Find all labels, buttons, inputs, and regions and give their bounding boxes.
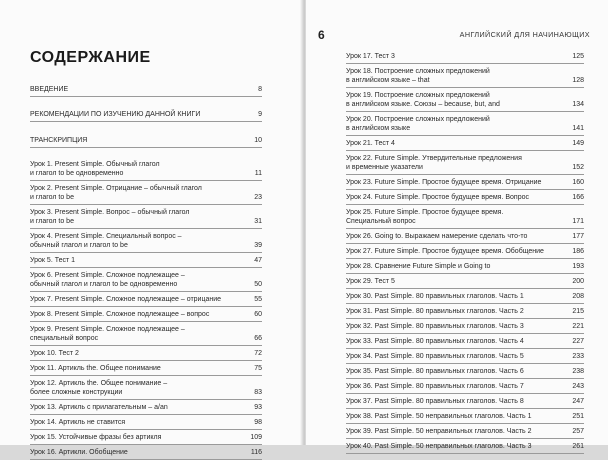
toc-entry-page: 50 (254, 281, 262, 288)
toc-entry-page: 208 (572, 293, 584, 300)
toc-entry-title (346, 427, 572, 436)
toc-entry-title (346, 178, 572, 187)
toc-entry-page: 72 (254, 350, 262, 357)
toc-entry-page: 66 (254, 335, 262, 342)
toc-entry (346, 139, 584, 151)
toc-entry-page: 251 (572, 413, 584, 420)
toc-entry (30, 136, 262, 148)
toc-entry-title (346, 52, 572, 61)
toc-entry-line: Урок 21. Тест 4 (346, 140, 395, 147)
toc-entry-title (346, 292, 572, 301)
toc-entry-page: 11 (254, 170, 262, 177)
toc-entry-page: 134 (572, 101, 584, 108)
toc-entry-line: Урок 26. Going to. Выражаем намерение сделать что-то (346, 233, 528, 240)
toc-entry (346, 322, 584, 334)
toc-entry (30, 295, 262, 307)
toc-entry (346, 232, 584, 244)
toc-entry-title (346, 91, 572, 109)
toc-entry (346, 352, 584, 364)
toc-entry-title (30, 271, 254, 289)
toc-entry-page: 193 (572, 263, 584, 270)
toc-entry-line: более сложные конструкции (30, 389, 123, 396)
toc-entry-title (346, 367, 572, 376)
toc-entry-line: Урок 23. Future Simple. Простое будущее время. Отрицание (346, 179, 542, 186)
toc-entry-line: Урок 20. Построение сложных предложений (346, 116, 490, 123)
toc-entry-page: 227 (572, 338, 584, 345)
toc-entry-page: 215 (572, 308, 584, 315)
toc-entry-title (346, 67, 572, 85)
toc-list-right (346, 52, 584, 454)
toc-entry-line: Урок 16. Артикли. Обобщение (30, 449, 128, 456)
toc-entry-title (346, 352, 572, 361)
toc-entry-title (30, 295, 254, 304)
toc-entry-title (30, 256, 254, 265)
toc-entry-title (30, 325, 254, 343)
toc-entry (346, 292, 584, 304)
toc-entry-line: Урок 40. Past Simple. 50 неправильных глаголов. Часть 3 (346, 443, 532, 450)
toc-entry (346, 67, 584, 88)
toc-entry (30, 349, 262, 361)
toc-entry-page: 128 (572, 77, 584, 84)
toc-entry (30, 256, 262, 268)
toc-entry-page: 233 (572, 353, 584, 360)
toc-entry-line: и глагол to be (30, 194, 74, 201)
toc-entry (346, 247, 584, 259)
toc-entry-line: Урок 10. Тест 2 (30, 350, 79, 357)
toc-entry-line: Урок 1. Present Simple. Обычный глагол (30, 161, 160, 168)
toc-entry (346, 154, 584, 175)
toc-entry-line: в английском языке. Союзы – because, but, and (346, 101, 500, 108)
toc-entry-title (30, 349, 254, 358)
toc-entry-line: РЕКОМЕНДАЦИИ ПО ИЗУЧЕНИЮ ДАННОЙ КНИГИ (30, 111, 201, 118)
toc-entry-line: Урок 4. Present Simple. Специальный вопрос – (30, 233, 182, 240)
toc-entry-line: Урок 3. Present Simple. Вопрос – обычный глагол (30, 209, 190, 216)
toc-entry-line: Урок 31. Past Simple. 80 правильных глаголов. Часть 2 (346, 308, 524, 315)
toc-entry-page: 200 (572, 278, 584, 285)
toc-entry (346, 382, 584, 394)
toc-entry-title (346, 412, 572, 421)
running-head: АНГЛИЙСКИЙ ДЛЯ НАЧИНАЮЩИХ (459, 30, 590, 39)
toc-entry-line: Урок 24. Future Simple. Простое будущее время. Вопрос (346, 194, 529, 201)
toc-entry-line: ТРАНСКРИПЦИЯ (30, 137, 88, 144)
toc-entry-line: специальный вопрос (30, 335, 99, 342)
toc-entry-line: Урок 6. Present Simple. Сложное подлежащее – (30, 272, 185, 279)
toc-entry-title (30, 110, 258, 119)
toc-entry-line: Урок 30. Past Simple. 80 правильных глаголов. Часть 1 (346, 293, 524, 300)
toc-entry-line: Урок 17. Тест 3 (346, 53, 395, 60)
toc-entry-title (346, 397, 572, 406)
toc-entry-page: 98 (254, 419, 262, 426)
toc-entry (30, 110, 262, 122)
toc-entry (346, 397, 584, 409)
toc-entry-line: Урок 2. Present Simple. Отрицание – обычный глагол (30, 185, 202, 192)
toc-entry-page: 23 (254, 194, 262, 201)
toc-entry-title (346, 307, 572, 316)
toc-entry-page: 10 (254, 137, 262, 144)
toc-entry-line: обычный глагол и глагол to be (30, 242, 128, 249)
toc-entry (346, 427, 584, 439)
toc-entry-page: 171 (572, 218, 584, 225)
toc-entry-line: Урок 8. Present Simple. Сложное подлежащее – вопрос (30, 311, 210, 318)
toc-entry (346, 442, 584, 454)
toc-entry (30, 379, 262, 400)
toc-entry-line: Урок 33. Past Simple. 80 правильных глаголов. Часть 4 (346, 338, 524, 345)
toc-entry (30, 325, 262, 346)
toc-entry-title (346, 337, 572, 346)
toc-entry-title (346, 154, 572, 172)
toc-entry-page: 238 (572, 368, 584, 375)
toc-entry-line: Урок 22. Future Simple. Утвердительные предложения (346, 155, 522, 162)
toc-entry-page: 141 (572, 125, 584, 132)
toc-entry (346, 337, 584, 349)
toc-entry-line: Урок 29. Тест 5 (346, 278, 395, 285)
left-page (0, 0, 302, 456)
toc-entry-title (30, 160, 255, 178)
toc-entry-title (30, 232, 254, 250)
toc-entry-line: Урок 7. Present Simple. Сложное подлежащее – отрицание (30, 296, 222, 303)
toc-entry-title (346, 322, 572, 331)
toc-entry-page: 39 (254, 242, 262, 249)
toc-entry (30, 232, 262, 253)
toc-entry-title (346, 115, 572, 133)
toc-entry-line: Урок 27. Future Simple. Простое будущее время. Обобщение (346, 248, 544, 255)
toc-list-left (30, 85, 262, 460)
toc-entry-page: 152 (572, 164, 584, 171)
toc-entry-line: Урок 37. Past Simple. 80 правильных глаголов. Часть 8 (346, 398, 524, 405)
toc-entry (346, 208, 584, 229)
toc-entry-page: 160 (572, 179, 584, 186)
toc-entry-page: 166 (572, 194, 584, 201)
toc-entry (30, 448, 262, 460)
toc-entry-line: и глагол to be одновременно (30, 170, 124, 177)
toc-entry (346, 307, 584, 319)
toc-entry-line: Урок 36. Past Simple. 80 правильных глаголов. Часть 7 (346, 383, 524, 390)
toc-entry-line: Урок 5. Тест 1 (30, 257, 76, 264)
toc-entry-line: Специальный вопрос (346, 218, 416, 225)
toc-entry (346, 367, 584, 379)
toc-entry-page: 186 (572, 248, 584, 255)
toc-entry-title (30, 310, 254, 319)
toc-entry-page: 75 (254, 365, 262, 372)
page-number: 6 (318, 28, 325, 42)
toc-entry-title (30, 208, 254, 226)
toc-entry-line: в английском языке – that (346, 77, 430, 84)
toc-entry (346, 277, 584, 289)
toc-entry (30, 160, 262, 181)
toc-entry-page: 8 (258, 86, 262, 93)
toc-entry-line: Урок 15. Устойчивые фразы без артикля (30, 434, 162, 441)
toc-entry (346, 412, 584, 424)
toc-entry-title (30, 433, 250, 442)
toc-entry-title (30, 379, 254, 397)
toc-entry-title (346, 247, 572, 256)
toc-entry-page: 257 (572, 428, 584, 435)
toc-entry-page: 247 (572, 398, 584, 405)
toc-entry-line: Урок 39. Past Simple. 50 неправильных глаголов. Часть 2 (346, 428, 532, 435)
toc-entry-title (346, 442, 572, 451)
toc-entry-line: Урок 32. Past Simple. 80 правильных глаголов. Часть 3 (346, 323, 524, 330)
toc-entry-line: и временные указатели (346, 164, 423, 171)
toc-entry-title (346, 139, 572, 148)
toc-entry-page: 9 (258, 111, 262, 118)
toc-entry (346, 115, 584, 136)
toc-entry-title (30, 364, 254, 373)
toc-entry (30, 184, 262, 205)
toc-entry-line: Урок 34. Past Simple. 80 правильных глаголов. Часть 5 (346, 353, 524, 360)
toc-entry-line: Урок 14. Артикль не ставится (30, 419, 126, 426)
toc-entry-page: 221 (572, 323, 584, 330)
toc-entry-page: 60 (254, 311, 262, 318)
toc-entry-title (30, 448, 251, 457)
toc-entry-page: 261 (572, 443, 584, 450)
toc-entry-line: Урок 19. Построение сложных предложений (346, 92, 490, 99)
toc-entry (346, 91, 584, 112)
toc-entry-line: обычный глагол и глагол to be одновременно (30, 281, 178, 288)
toc-entry-title (30, 85, 258, 94)
toc-entry-page: 93 (254, 404, 262, 411)
toc-entry-title (346, 208, 572, 226)
toc-entry (30, 364, 262, 376)
toc-entry-line: Урок 28. Сравнение Future Simple и Going to (346, 263, 491, 270)
toc-entry-line: Урок 9. Present Simple. Сложное подлежащее – (30, 326, 185, 333)
toc-entry-title (346, 193, 572, 202)
toc-entry-page: 31 (254, 218, 262, 225)
toc-entry-page: 109 (250, 434, 262, 441)
toc-entry-title (346, 262, 572, 271)
toc-entry-page: 243 (572, 383, 584, 390)
toc-entry (346, 178, 584, 190)
toc-entry-page: 83 (254, 389, 262, 396)
toc-entry-title (346, 382, 572, 391)
toc-entry (346, 262, 584, 274)
toc-entry-title (30, 184, 254, 202)
toc-entry-line: Урок 13. Артикль с прилагательным – a/an (30, 404, 168, 411)
toc-entry (30, 271, 262, 292)
toc-entry-line: в английском языке (346, 125, 411, 132)
toc-entry-title (346, 277, 572, 286)
toc-entry-title (30, 418, 254, 427)
toc-entry-line: Урок 12. Артикль the. Общее понимание – (30, 380, 168, 387)
toc-entry (30, 403, 262, 415)
toc-entry (30, 310, 262, 322)
toc-entry-line: Урок 35. Past Simple. 80 правильных глаголов. Часть 6 (346, 368, 524, 375)
toc-entry-page: 47 (254, 257, 262, 264)
toc-entry-page: 125 (572, 53, 584, 60)
toc-entry-page: 149 (572, 140, 584, 147)
contents-heading: СОДЕРЖАНИЕ (30, 49, 151, 66)
toc-entry (30, 85, 262, 97)
toc-entry (30, 433, 262, 445)
toc-entry (30, 208, 262, 229)
toc-entry-line: ВВЕДЕНИЕ (30, 86, 69, 93)
toc-entry-line: и глагол to be (30, 218, 74, 225)
right-page (306, 0, 608, 450)
toc-entry (346, 52, 584, 64)
toc-entry-title (30, 136, 254, 145)
toc-entry-line: Урок 25. Future Simple. Простое будущее время. (346, 209, 504, 216)
toc-entry-line: Урок 11. Артикль the. Общее понимание (30, 365, 161, 372)
toc-entry-title (346, 232, 572, 241)
toc-entry (30, 418, 262, 430)
toc-entry-line: Урок 38. Past Simple. 50 неправильных глаголов. Часть 1 (346, 413, 532, 420)
toc-entry-page: 55 (254, 296, 262, 303)
toc-entry-page: 116 (250, 449, 262, 456)
toc-entry-title (30, 403, 254, 412)
toc-entry (346, 193, 584, 205)
toc-entry-page: 177 (572, 233, 584, 240)
toc-entry-line: Урок 18. Построение сложных предложений (346, 68, 490, 75)
